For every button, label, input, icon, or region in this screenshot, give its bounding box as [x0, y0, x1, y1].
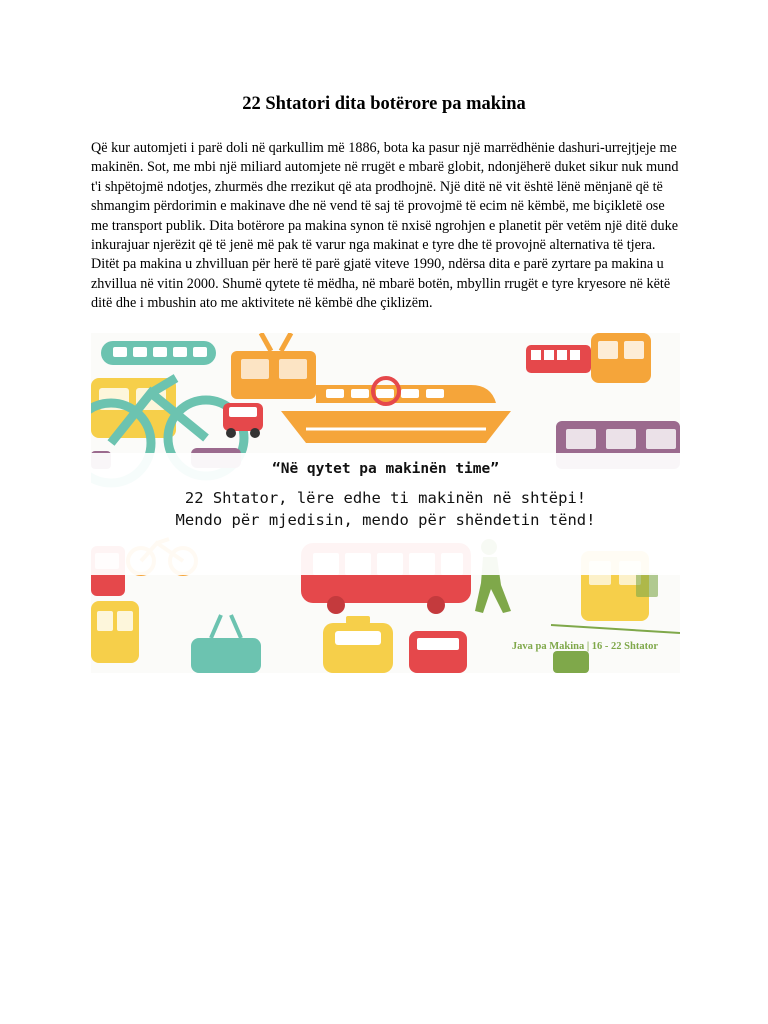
train-icon: [591, 333, 651, 383]
trolleybus-icon: [191, 615, 261, 673]
tram-icon: [231, 333, 316, 399]
poster-credit: Java pa Makina | 16 - 22 Shtator: [511, 641, 658, 652]
poster-line-1: 22 Shtator, lëre edhe ti makinën në shtëpi!: [184, 489, 587, 507]
document-paragraph: Që kur automjeti i parë doli në qarkullim më 1886, bota ka pasur një marrëdhënie dashuri-urrejtjeje me makinën. Sot, me mbi një miliard automjete në rrugët e mbarë globit, ndonjëherë duket sikur nuk mund t'i shpëtojmë ndotjes, zhurmës dhe rrezikut që ata prodhojnë. Një ditë në vit është lënë mënjanë që të shmangim përdorimin e makinave dhe në vend të saj të provojmë të ecim në këmbë, me biçikletë ose me transport publik. Dita botërore pa makina synon të nxisë ngrohjen e planetit për vetëm një ditë duke inkurajuar njerëzit që të jenë më pak të varur nga makinat e tyre dhe të provojnë alternativa të tjera. Ditët pa makina u zhvilluan për herë të parë gjatë viteve 1990, ndërsa dita e parë zyrtare pa makina u zhvillua në vitin 2000. Shumë qytete të mëdha, në mbarë botën, mbyllin rrugët e tyre kryesore në këtë ditë dhe i mbushin ato me aktivitete në këmbë dhe çiklizëm.: [91, 140, 679, 312]
train-icon: [91, 601, 139, 663]
tram-icon: [101, 341, 216, 365]
document-title: 22 Shtatori dita botërore pa makina: [242, 94, 526, 114]
car-icon: [409, 631, 467, 673]
taxi-icon: [323, 616, 393, 673]
poster-quote: “Në qytet pa makinën time”: [272, 461, 499, 477]
poster-line-2: Mendo për mjedisin, mendo për shëndetin tënd!: [175, 511, 596, 529]
bus-icon: [526, 345, 591, 373]
car-free-day-poster: [91, 333, 680, 673]
